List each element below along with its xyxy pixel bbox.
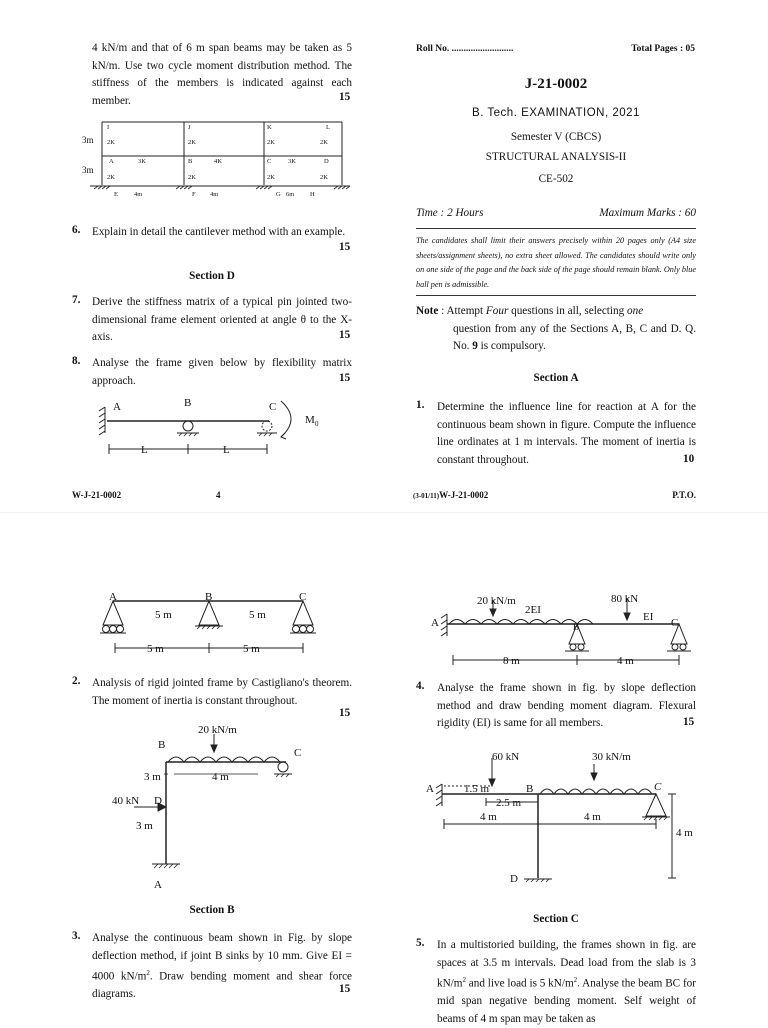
q6-marks: 15 (339, 241, 351, 253)
footer-code-main: W-J-21-0002 (439, 490, 489, 500)
q1-text: Determine the influence line for reaction at A for the continuous beam shown in figure. Compute the influence line ordinates at 1 m intervals. The moment of inertia is constant throughout. (437, 401, 696, 466)
span-label: 5 m (155, 609, 172, 621)
propped-beam-figure (95, 393, 340, 463)
exam-title: B. Tech. EXAMINATION, 2021 (472, 107, 640, 119)
stiffness-label: 2K (188, 174, 196, 181)
dimension-label: 1.5 m (464, 783, 490, 795)
dimension-label: 5 m (147, 643, 164, 655)
stiffness-label: 2K (267, 139, 275, 146)
height-label: 4 m (676, 827, 693, 839)
node-label: G (276, 191, 281, 198)
stiffness-label: 2K (188, 139, 196, 146)
note-label: Note (416, 305, 439, 317)
point-label-c: C (269, 401, 277, 413)
note-paragraph (416, 303, 696, 356)
exam-time: Time : 2 Hours (416, 207, 484, 219)
footer-code-right (413, 490, 488, 500)
instruction-divider-top (416, 228, 696, 229)
node-label: K (267, 124, 272, 131)
rigidity-label: 2EI (525, 604, 541, 616)
point-label-d: D (154, 795, 162, 807)
height-label: 3 m (136, 820, 153, 832)
point-label-a: A (154, 879, 162, 891)
height-label-lower: 3m (82, 165, 94, 175)
q5-text (437, 937, 696, 1028)
stiffness-label: 2K (267, 174, 275, 181)
span-label: 8 m (503, 655, 520, 667)
q5-superscript: 2 (573, 976, 578, 984)
q7-text: Derive the stiffness matrix of a typical pin jointed two-dimensional frame element oriented at angle θ to the X-axis. (92, 296, 352, 343)
footer-code-prefix: (3-01/11) (413, 492, 440, 500)
point-load-label: 60 kN (492, 751, 520, 763)
point-label-c: C (294, 747, 302, 759)
rigidity-label: EI (643, 611, 654, 623)
instruction-divider-bottom (416, 295, 696, 296)
stiffness-label: 2K (107, 174, 115, 181)
height-label-upper: 3m (82, 135, 94, 145)
node-label: B (188, 158, 193, 165)
span-label: 4 m (617, 655, 634, 667)
q5-marks: 15 (339, 91, 351, 103)
section-d-heading: Section D (189, 270, 235, 282)
span-label: 5 m (249, 609, 266, 621)
total-pages: Total Pages : 05 (631, 44, 695, 54)
candidate-instructions: The candidates shall limit their answers precisely within 20 pages only (A4 size sheets/assignment sheets), no extra sheet allowed. The candidates should write only on one side of the page and the back side of the page should remain blank. Only blue ball pen is admissible. (416, 236, 696, 289)
q1-number: 1. (416, 399, 425, 411)
q4-text: Analyse the frame shown in fig. by slope deflection method and draw bending moment diagram. Flexural rigidity (EI) is same for all members. (437, 682, 696, 729)
note-text-part: questions in all, selecting (511, 305, 625, 317)
q5-text-part: and live load is 5 kN/m (465, 977, 574, 990)
node-label: L (326, 124, 330, 131)
udl-label: 20 kN/m (198, 724, 237, 736)
point-label-b: B (158, 739, 166, 751)
udl-label: 30 kN/m (592, 751, 631, 763)
point-label-c: C (654, 781, 662, 793)
node-label: F (192, 191, 196, 198)
span-label: 6m (286, 191, 295, 198)
two-span-beam-figure (95, 588, 330, 660)
q3-superscript: 2 (146, 969, 150, 977)
q7-marks: 15 (339, 329, 351, 341)
section-b-heading: Section B (189, 904, 235, 916)
point-label-a: A (431, 617, 439, 629)
dimension-label: 2.5 m (496, 797, 522, 809)
span-label: 4 m (212, 771, 229, 783)
paper-code: J-21-0002 (524, 76, 588, 92)
note-four: Four (485, 305, 509, 317)
stiffness-label: 2K (320, 174, 328, 181)
moment-subscript: 0 (315, 420, 319, 428)
pto-label: P.T.O. (672, 490, 696, 500)
footer-code-left: W-J-21-0002 (72, 490, 122, 500)
q3-text (92, 930, 352, 1004)
semester: Semester V (CBCS) (510, 131, 602, 143)
point-label-b: B (184, 397, 192, 409)
multistorey-frame-figure (80, 115, 365, 205)
q3-marks: 15 (339, 983, 351, 995)
q4-marks: 15 (683, 716, 695, 728)
point-label-b: B (526, 783, 534, 795)
note-one: one (627, 305, 644, 317)
node-label: A (109, 158, 114, 165)
node-label: J (188, 124, 191, 131)
note-indented (416, 321, 696, 356)
maximum-marks: Maximum Marks : 60 (599, 207, 696, 219)
q4-number: 4. (416, 680, 425, 692)
node-label: C (267, 158, 272, 165)
q3-number: 3. (72, 930, 81, 942)
q5-text-part: In a multistoried building, the frames shown in fig. are spaces at 3.5 m intervals. Dead load from the slab is 3 kN/m (437, 939, 696, 990)
beam-stiffness-label: 4K (214, 158, 222, 165)
page-separator (0, 512, 768, 513)
point-label-c: C (299, 591, 307, 603)
q5-continued-text: 4 kN/m and that of 6 m span beams may be taken as 5 kN/m. Use two cycle moment distribution method. The stiffness of the members is indicated against each member. (92, 42, 352, 107)
stiffness-label: 2K (320, 139, 328, 146)
q5-superscript: 2 (462, 976, 466, 984)
point-label-b: B (205, 591, 213, 603)
span-label: 4m (134, 191, 143, 198)
note-text-part: question from any of the Sections A, B, C and D. Q. No. (453, 322, 696, 352)
beam-column-frame-figure (420, 744, 700, 894)
q8-text: Analyse the frame given below by flexibility matrix approach. (92, 357, 352, 387)
node-label: I (107, 124, 110, 131)
node-label: H (310, 191, 315, 198)
note-text-part: : Attempt (441, 305, 484, 317)
span-label: 4m (210, 191, 219, 198)
udl-label: 20 kN/m (477, 595, 516, 607)
q7-number: 7. (72, 294, 81, 306)
q2-number: 2. (72, 675, 81, 687)
propped-continuous-beam-figure (425, 588, 700, 670)
q3-text-part: Analyse the continuous beam shown in Fig. by slope deflection method, if joint B sinks by 10 mm. Give EI = 4000 kN/m (92, 932, 352, 983)
q2-marks: 15 (339, 707, 351, 719)
node-label: D (324, 158, 329, 165)
point-load-label: 40 kN (112, 795, 140, 807)
point-label-a: A (426, 783, 434, 795)
beam-stiffness-label: 3K (288, 158, 296, 165)
span-label-2: L (223, 444, 230, 456)
span-label: 4 m (584, 811, 601, 823)
point-label-a: A (109, 591, 117, 603)
moment-label: M (305, 414, 315, 426)
span-label-1: L (141, 444, 148, 456)
portal-frame-figure (108, 722, 328, 892)
section-a-heading: Section A (533, 372, 579, 384)
q2-text: Analysis of rigid jointed frame by Castigliano's theorem. The moment of inertia is constant throughout. (92, 677, 352, 707)
node-label: E (114, 191, 118, 198)
point-load-label: 80 kN (611, 593, 639, 605)
span-label: 4 m (480, 811, 497, 823)
point-label-b: B (573, 622, 580, 632)
height-label: 3 m (144, 771, 161, 783)
point-label-d: D (510, 873, 518, 885)
q8-marks: 15 (339, 372, 351, 384)
subject: STRUCTURAL ANALYSIS-II (485, 151, 627, 163)
footer-page-number: 4 (216, 490, 221, 500)
note-nine: 9 (472, 340, 478, 352)
course-code: CE-502 (538, 173, 574, 185)
point-label-a: A (113, 401, 121, 413)
q5-number: 5. (416, 937, 425, 949)
q5-text-part: . Analyse the beam BC for mid span negative bending moment. Self weight of beams of 4 m span may be taken as (437, 977, 697, 1025)
stiffness-label: 2K (107, 139, 115, 146)
point-label-c: C (671, 617, 679, 629)
note-text-part: is compulsory. (480, 340, 546, 352)
roll-number: Roll No. .......................... (416, 44, 514, 54)
q8-number: 8. (72, 355, 81, 367)
q6-text: Explain in detail the cantilever method with an example. (92, 226, 346, 238)
q6-number: 6. (72, 224, 81, 236)
q3-text-part: . Draw bending moment and shear force diagrams. (92, 970, 353, 1001)
beam-stiffness-label: 3K (138, 158, 146, 165)
section-c-heading: Section C (533, 913, 579, 925)
dimension-label: 5 m (243, 643, 260, 655)
q1-marks: 10 (683, 453, 695, 465)
